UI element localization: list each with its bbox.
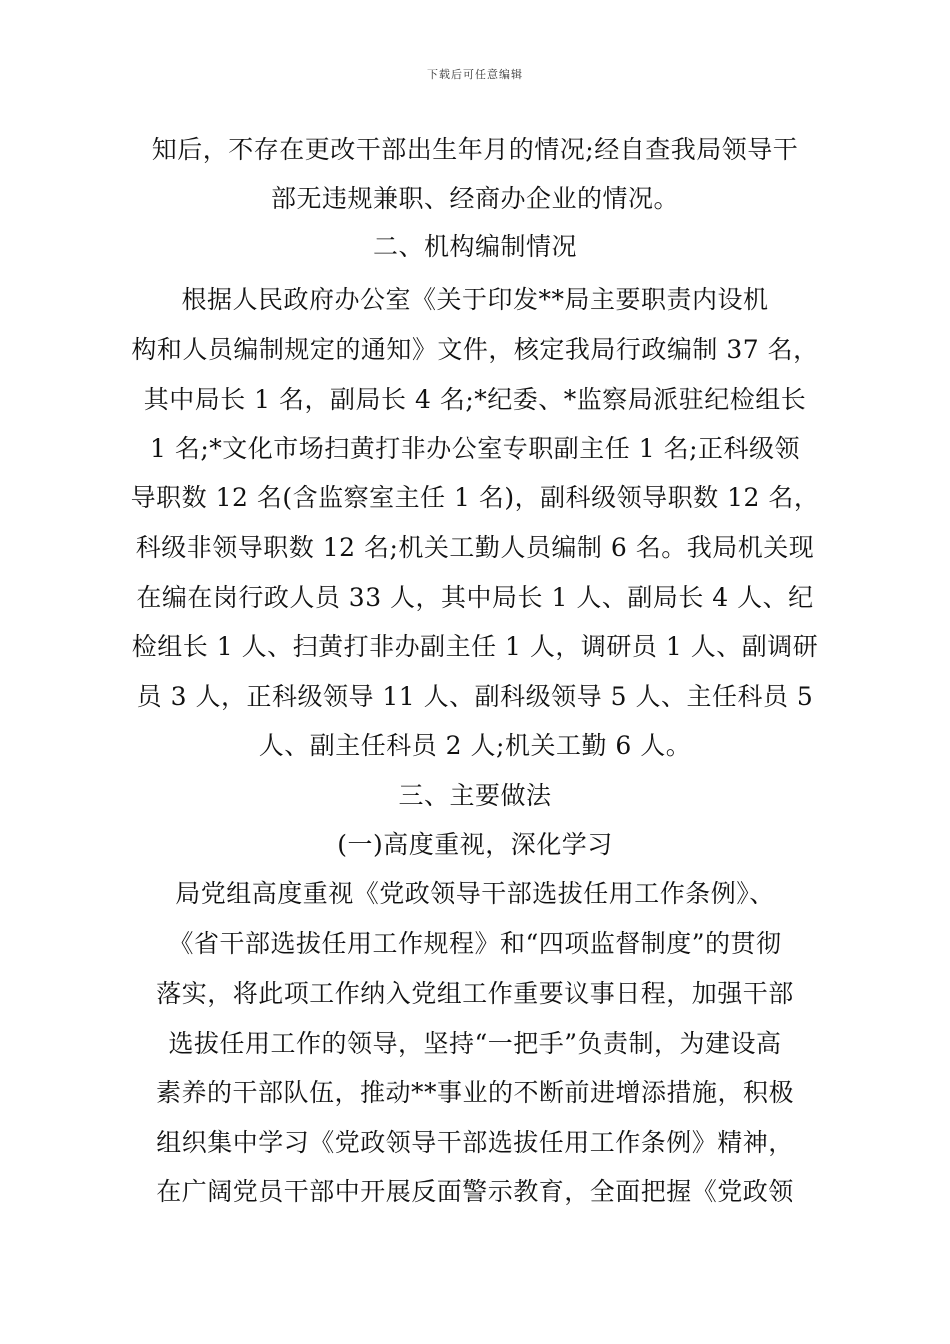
body-line-9: 科级非领导职数 12 名;机关工勤人员编制 6 名。我局机关现 [135, 533, 815, 562]
body-line-18: 落实，将此项工作纳入党组工作重要议事日程，加强干部 [156, 979, 794, 1008]
body-line-4: 根据人民政府办公室《关于印发**局主要职责内设机 [181, 285, 769, 314]
body-line-7: 1 名;*文化市场扫黄打非办公室专职副主任 1 名;正科级领 [150, 434, 800, 463]
body-line-20: 素养的干部队伍，推动**事业的不断前进增添措施，积极 [155, 1078, 794, 1107]
body-line-11: 检组长 1 人、扫黄打非办副主任 1 人，调研员 1 人、副调研 [131, 632, 819, 661]
body-line-22: 在广阔党员干部中开展反面警示教育，全面把握《党政领 [156, 1177, 794, 1206]
body-line-12: 员 3 人，正科级领导 11 人、副科级领导 5 人、主任科员 5 [136, 682, 814, 711]
section-heading-2: 二、机构编制情况 [372, 232, 577, 261]
body-line-16: 局党组高度重视《党政领导干部选拔任用工作条例》、 [175, 879, 775, 908]
section-heading-3: 三、主要做法 [398, 781, 552, 810]
body-line-21: 组织集中学习《党政领导干部选拔任用工作条例》精神， [156, 1128, 794, 1157]
body-line-10: 在编在岗行政人员 33 人，其中局长 1 人、副局长 4 人、纪 [136, 583, 814, 612]
body-line-8: 导职数 12 名(含监察室主任 1 名)，副科级领导职数 12 名， [130, 483, 820, 512]
body-line-5: 构和人员编制规定的通知》文件，核定我局行政编制 37 名， [131, 335, 819, 364]
subsection-heading-1: (一)高度重视，深化学习 [337, 830, 613, 859]
body-line-1: 知后，不存在更改干部出生年月的情况;经自查我局领导干 [151, 135, 799, 164]
body-line-19: 选拔任用工作的领导，坚持“一把手”负责制，为建设高 [168, 1029, 782, 1058]
page-header: 下载后可任意编辑 [427, 68, 523, 81]
body-line-6: 其中局长 1 名，副局长 4 名;*纪委、*监察局派驻纪检组长 [143, 385, 807, 414]
body-line-17: 《省干部选拔任用工作规程》和“四项监督制度”的贯彻 [168, 929, 782, 958]
body-line-2: 部无违规兼职、经商办企业的情况。 [270, 184, 679, 213]
body-line-13: 人、副主任科员 2 人;机关工勤 6 人。 [258, 731, 692, 760]
